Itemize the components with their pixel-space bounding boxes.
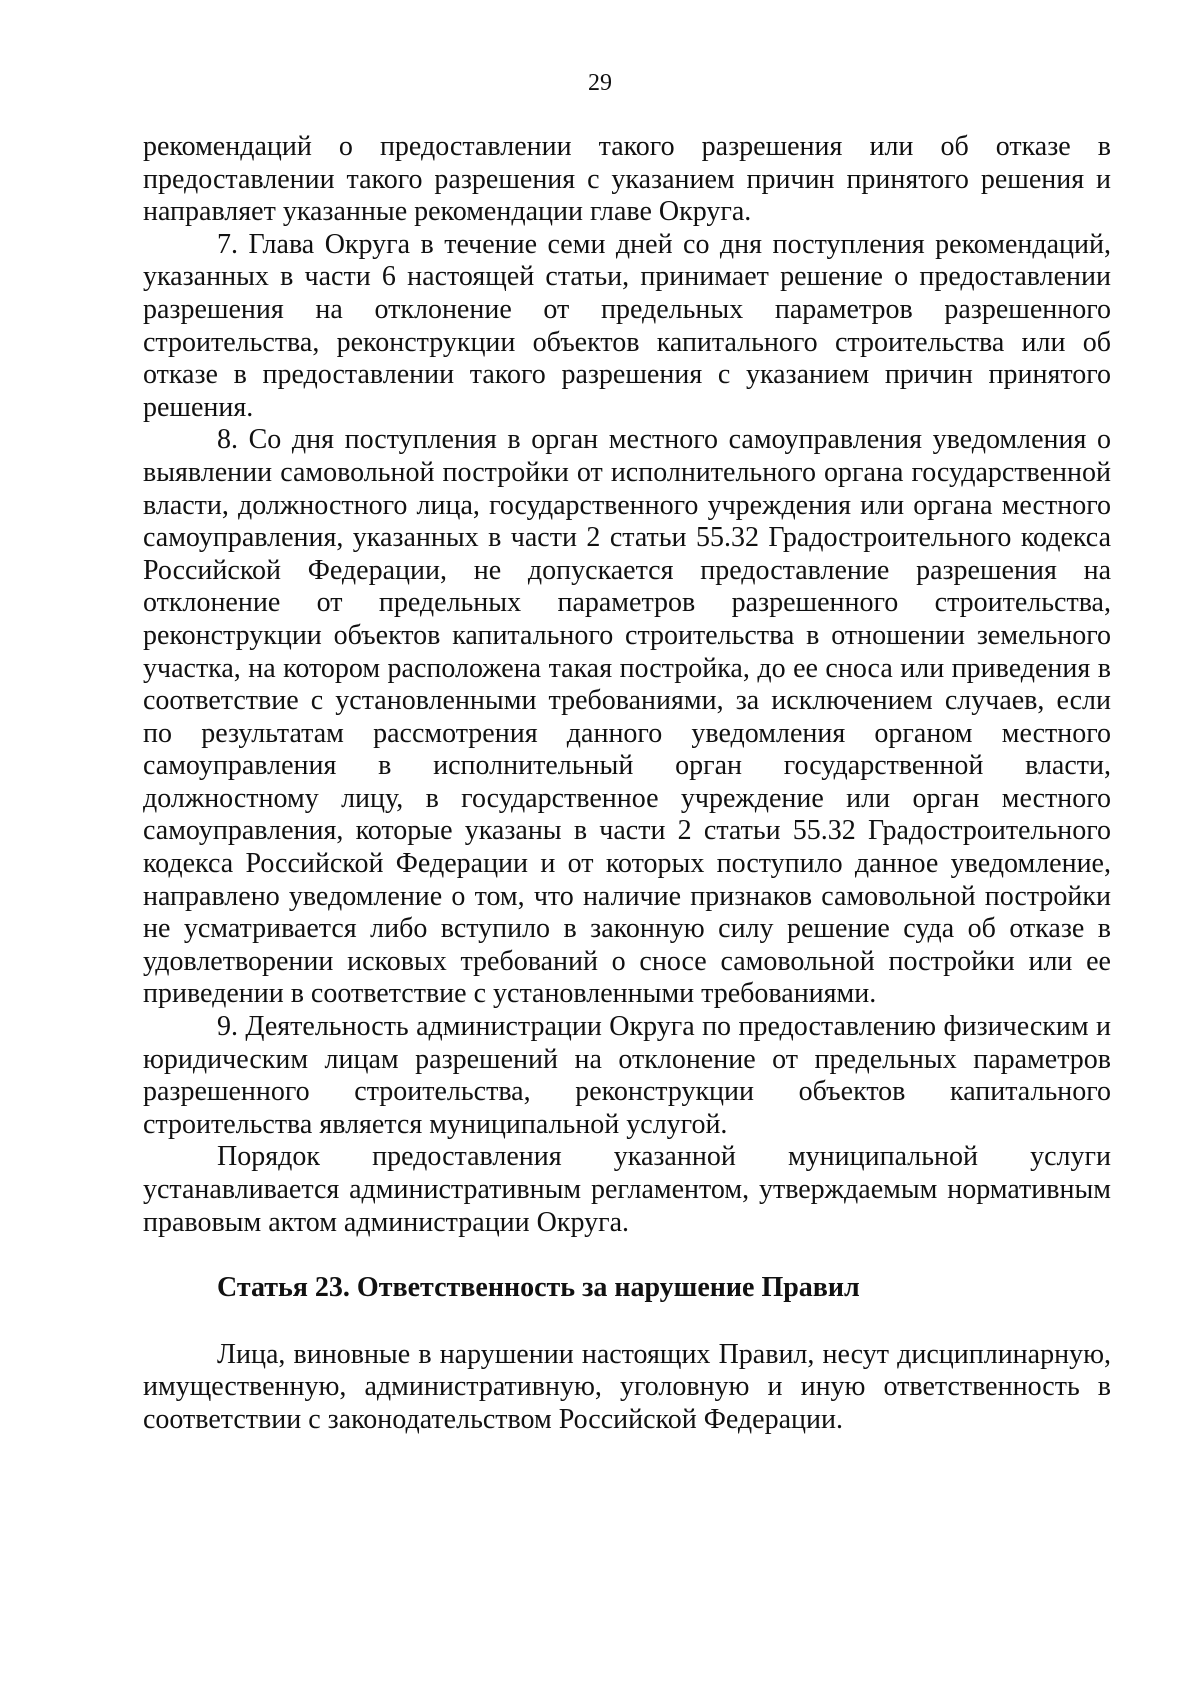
article-heading: Статья 23. Ответственность за нарушение Правил — [217, 1272, 860, 1304]
paragraph-continuation: рекомендаций о предоставлении такого разрешения или об отказе в предоставлении такого разрешения с указанием причин принятого решения и направляет указанные рекомендации главе Округа. — [143, 131, 1111, 228]
paragraph-item-8: 8. Со дня поступления в орган местного самоуправления уведомления о выявлении самовольной постройки от исполнительного органа государственной власти, должностного лица, государственного учреждения или органа местного самоуправления, указанных в части 2 статьи 55.32 Градостроительного кодекса Российской Федерации, не допускается предоставление разрешения на отклонение от предельных параметров разрешенного строительства, реконструкции объектов капитального строительства в отношении земельного участка, на котором расположена такая постройка, до ее сноса или приведения в соответствие с установленными требованиями, за исключением случаев, если по результатам рассмотрения данного уведомления органом местного самоуправления в исполнительный орган государственной власти, должностному лицу, в государственное учреждение или орган местного самоуправления, которые указаны в части 2 статьи 55.32 Градостроительного кодекса Российской Федерации и от которых поступило данное уведомление, направлено уведомление о том, что наличие признаков самовольной постройки не усматривается либо вступило в законную силу решение суда об отказе в удовлетворении исковых требований о сносе самовольной постройки или ее приведении в соответствие с установленными требованиями. — [143, 424, 1111, 1010]
paragraph-procedure: Порядок предоставления указанной муниципальной услуги устанавливается административным регламентом, утверждаемым нормативным правовым актом администрации Округа. — [143, 1141, 1111, 1238]
paragraph-item-9: 9. Деятельность администрации Округа по предоставлению физическим и юридическим лицам разрешений на отклонение от предельных параметров разрешенного строительства, реконструкции объектов капитального строительства является муниципальной услугой. — [143, 1011, 1111, 1140]
paragraph-item-7: 7. Глава Округа в течение семи дней со дня поступления рекомендаций, указанных в части 6 настоящей статьи, принимает решение о предоставлении разрешения на отклонение от предельных параметров разрешенного строительства, реконструкции объектов капитального строительства или об отказе в предоставлении такого разрешения с указанием причин принятого решения. — [143, 228, 1111, 423]
document-body — [143, 131, 1111, 1437]
page-number: 29 — [588, 70, 612, 96]
paragraph-responsibility: Лица, виновные в нарушении настоящих Правил, несут дисциплинарную, имущественную, административную, уголовную и иную ответственность в соответствии с законодательством Российской Федерации. — [143, 1338, 1111, 1435]
